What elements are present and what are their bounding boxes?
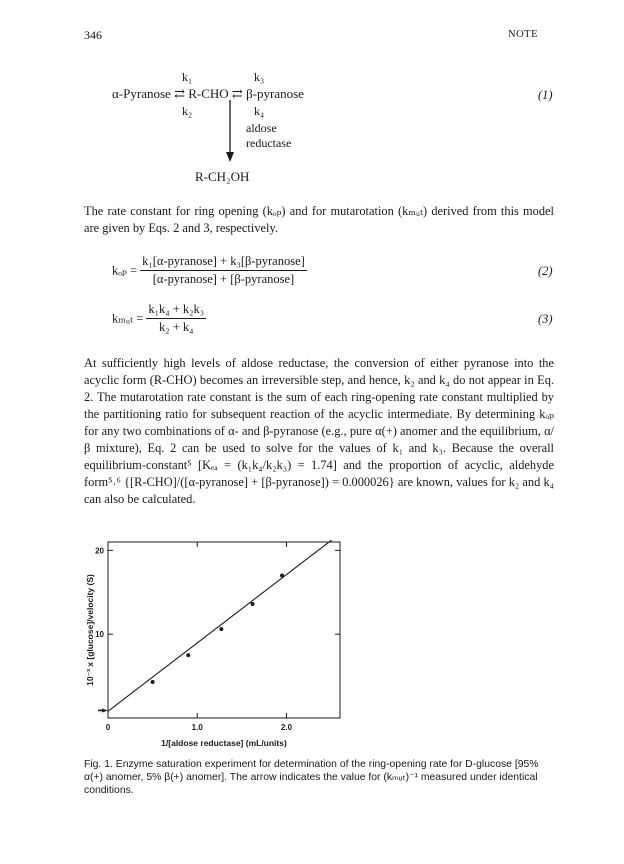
eq3-lhs: kₘᵤₜ = (112, 311, 144, 326)
running-title: NOTE (508, 29, 538, 40)
scheme-k2: k₂ (182, 104, 193, 118)
eq3-numerator: k₁k₄ + k₂k₃ (146, 302, 206, 319)
eq3-fraction (146, 302, 206, 335)
eq1-number: (1) (538, 88, 553, 102)
y-tick-label: 10 (95, 630, 104, 640)
y-tick-label: 20 (95, 546, 104, 556)
figure-caption: Fig. 1. Enzyme saturation experiment for determination of the ring-opening rate for D-glucose [95% α(+) anomer, 5% β(+) anomer]. The arrow indicates the value for (kₘᵤₜ)⁻¹ measured under identical conditions. (84, 759, 539, 796)
x-tick-label: 1.0 (191, 723, 203, 732)
paragraph-1: The rate constant for ring opening (kₒₚ) and for mutarotation (kₘᵤₜ) derived from this model are given by Eqs. 2 and 3, respectively. (84, 204, 554, 235)
page-number: 346 (84, 28, 102, 42)
equilibrium-arrow: ⇄ (231, 86, 243, 101)
data-point (280, 574, 284, 578)
eq3-denominator: k₂ + k₄ (159, 320, 194, 334)
enzyme-label-line1: aldose (246, 121, 277, 135)
x-tick-label: 0 (105, 723, 111, 732)
eq2-number: (2) (538, 264, 553, 278)
equilibrium-arrow: ⇄ (174, 86, 185, 101)
data-point (251, 602, 255, 606)
reduction-arrow (224, 100, 236, 164)
scheme-k3: k₃ (254, 70, 265, 84)
scheme-k1: k₁ (182, 70, 193, 84)
y-axis-label: 10⁻³ x [glucose]/velocity (S) (85, 574, 95, 686)
eq2-fraction (140, 254, 307, 287)
beta-pyranose: β-pyranose (246, 86, 304, 101)
equation-3 (112, 302, 206, 335)
data-point (186, 653, 190, 657)
data-point (219, 627, 223, 631)
scheme-reaction-line (112, 86, 304, 102)
eq3-number: (3) (538, 312, 553, 326)
eq2-numerator: k₁[α-pyranose] + k₃[β-pyranose] (140, 254, 307, 271)
scheme-k4: k₄ (254, 104, 265, 118)
eq2-lhs: kₒₚ = (112, 263, 138, 278)
x-tick-label: 2.0 (280, 723, 293, 732)
fit-line (108, 540, 340, 711)
equation-2 (112, 254, 307, 287)
alpha-pyranose: α-Pyranose (112, 86, 171, 101)
saturation-chart (84, 540, 364, 752)
paragraph-2: At sufficiently high levels of aldose reductase, the conversion of either pyranose into the acyclic form (R-CHO) becomes an irreversible step, and hence, k₂ and k₄ do not appear in Eq. 2. The mutarotation rate constant is the sum of each ring-opening rate constant multiplied by the partitioning ratio for subsequent reaction of the acyclic intermediate. By determining kₒₚ for any two combinations of α- and β-pyranose (e.g., pure α(+) anomer and the equilibrium, α/β mixture), Eq. 2 can be used to solve for the values of k₁ and k₃. Because the overall equilibrium-constant⁵ [Kₑₐ = (k₁k₄/k₂k₃) = 1.74] and the proportion of acyclic, aldehyde form⁵˒⁶ {[R-CHO]/([α-pyranose] + [β-pyranose]) = 0.000026} are known, values for k₂ and k₄ can also be calculated. (84, 356, 554, 506)
r-cho: R-CHO (188, 86, 229, 101)
eq2-denominator: [α-pyranose] + [β-pyranose] (152, 272, 295, 286)
enzyme-label-line2: reductase (246, 136, 292, 150)
plot-frame (108, 542, 340, 718)
data-point (151, 680, 155, 684)
x-axis-label: 1/[aldose reductase] (mL/units) (161, 738, 287, 748)
product-r-ch2oh: R-CH₂OH (195, 169, 250, 184)
